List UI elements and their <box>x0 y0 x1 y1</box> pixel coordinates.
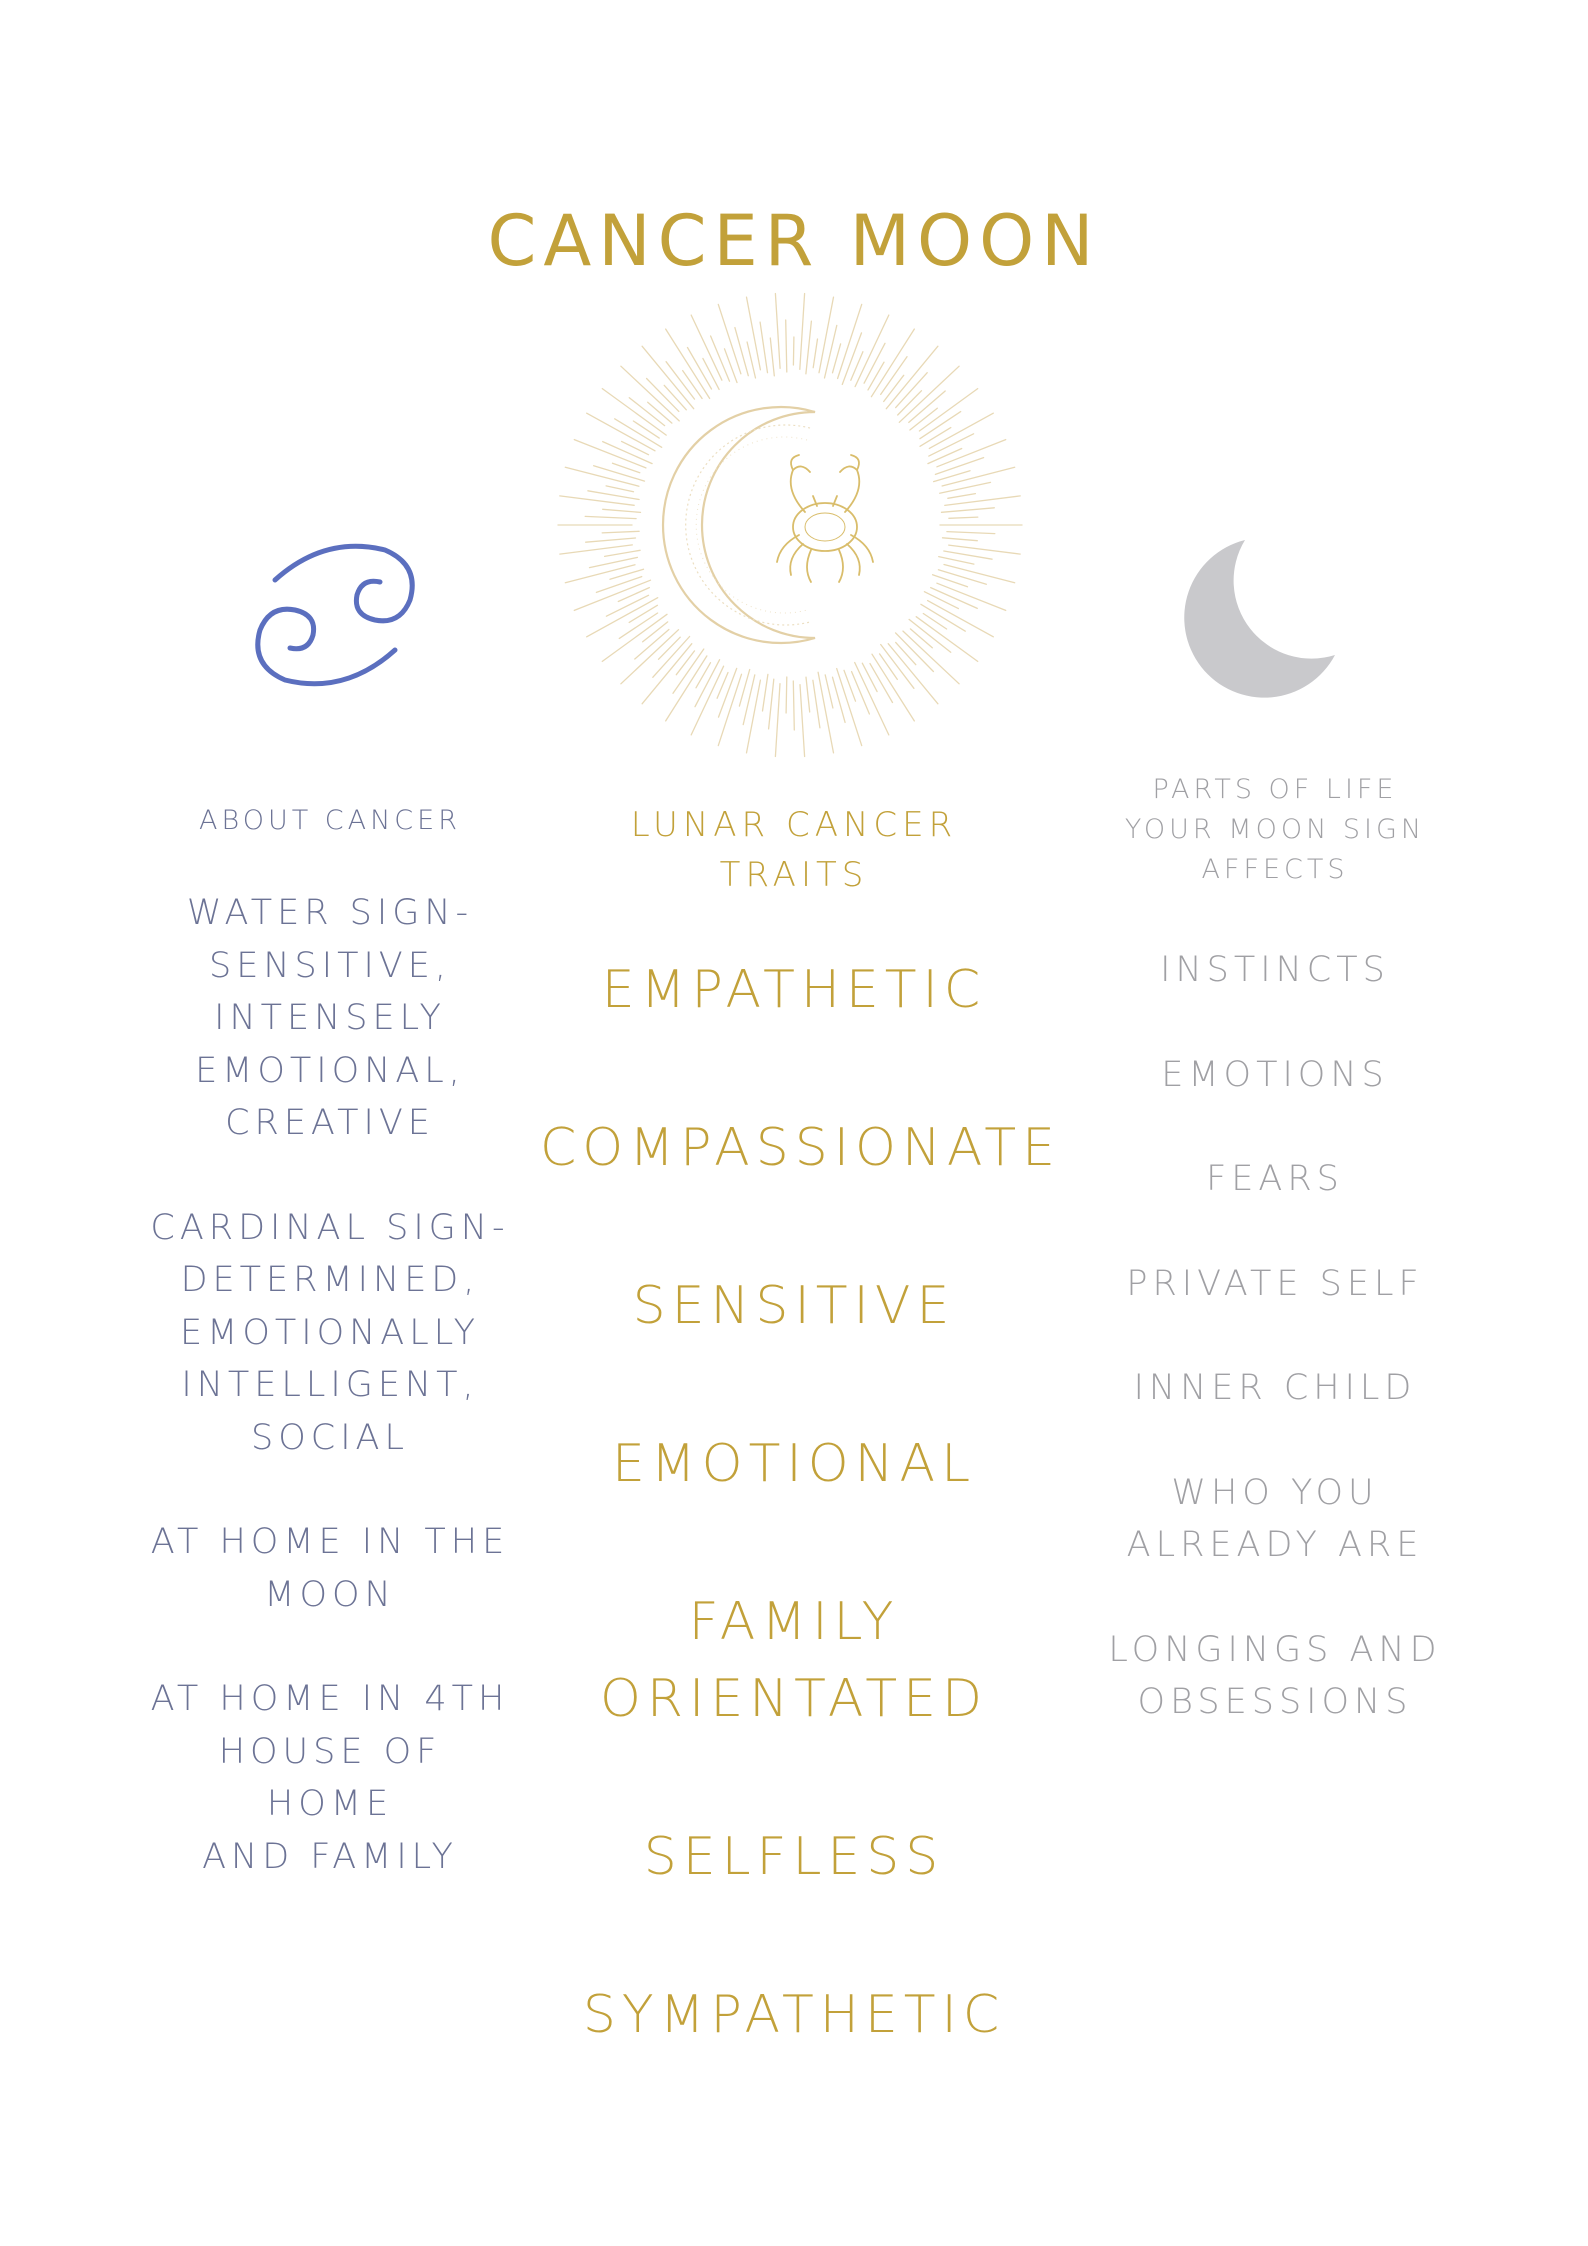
trait-item: EMOTIONAL <box>611 1434 977 1494</box>
crescent-moon-icon <box>1175 530 1355 710</box>
trait-item: FAMILY ORIENTATED <box>599 1592 989 1729</box>
crescent-moon-with-crab-sunburst-icon <box>555 290 1025 760</box>
list-item: INSTINCTS <box>1160 950 1390 990</box>
life-areas-heading: PARTS OF LIFE YOUR MOON SIGN AFFECTS <box>1124 774 1426 885</box>
list-item: AT HOME IN 4TH HOUSE OF HOME AND FAMILY <box>150 1679 510 1877</box>
list-item: FEARS <box>1206 1159 1344 1199</box>
list-item: WHO YOU ALREADY ARE <box>1126 1472 1424 1565</box>
list-item: PRIVATE SELF <box>1126 1263 1424 1304</box>
lunar-traits-column <box>540 800 1062 2135</box>
trait-item: SELFLESS <box>643 1827 945 1887</box>
life-areas-column <box>1100 770 1450 1781</box>
list-item: CARDINAL SIGN- DETERMINED, EMOTIONALLY INTELLIGENT, SOCIAL <box>150 1207 510 1458</box>
list-item: INNER CHILD <box>1133 1368 1417 1408</box>
trait-item: EMPATHETIC <box>601 960 987 1020</box>
trait-item: SYMPATHETIC <box>582 1985 1006 2045</box>
list-item: LONGINGS AND OBSESSIONS <box>1108 1629 1442 1722</box>
trait-item: COMPASSIONATE <box>540 1118 1062 1178</box>
crab-icon <box>777 455 873 582</box>
list-item: AT HOME IN THE MOON <box>150 1522 510 1615</box>
list-item: WATER SIGN- SENSITIVE, INTENSELY EMOTIONAL, CREATIVE <box>186 893 474 1143</box>
lunar-traits-heading: LUNAR CANCER TRAITS <box>630 805 958 895</box>
list-item: EMOTIONS <box>1161 1054 1389 1095</box>
cancer-zodiac-symbol-icon <box>235 520 435 710</box>
page-title: CANCER MOON <box>487 200 1101 282</box>
about-cancer-column <box>150 800 510 1935</box>
trait-item: SENSITIVE <box>632 1276 956 1336</box>
about-cancer-heading: ABOUT CANCER <box>199 805 461 836</box>
